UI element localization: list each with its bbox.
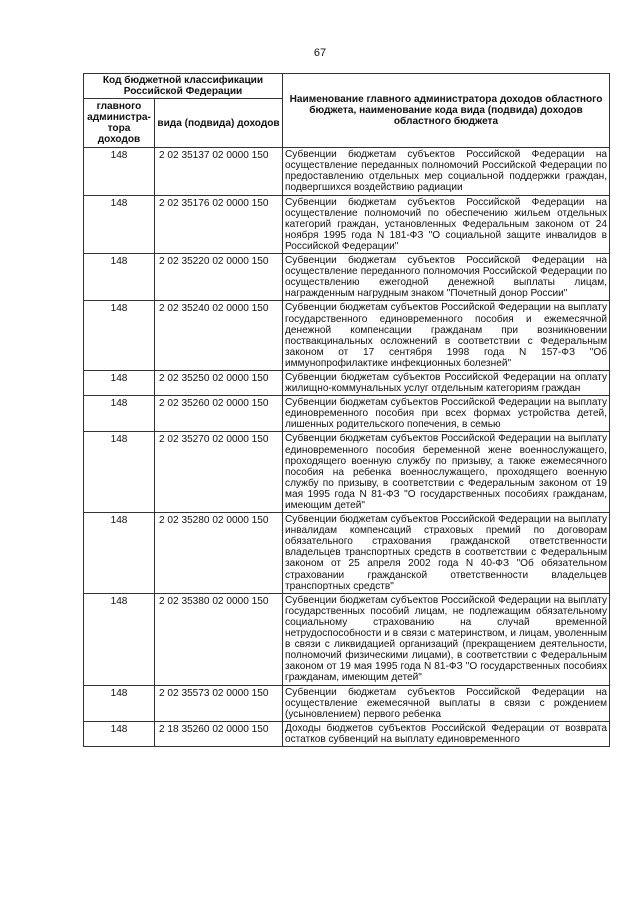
admin-code-cell: 148 [84, 148, 155, 195]
admin-code-cell: 148 [84, 370, 155, 395]
income-code-cell: 2 02 35270 02 0000 150 [155, 432, 283, 513]
admin-code-cell: 148 [84, 254, 155, 301]
income-code-cell: 2 02 35176 02 0000 150 [155, 195, 283, 253]
table-row [84, 195, 610, 253]
table-row [84, 432, 610, 513]
income-name-cell: Субвенции бюджетам субъектов Российской Федерации на осуществление переданного полномочия Российской Федерации по осуществлению ежегодной денежной выплаты лицам, награжденным нагрудным знаком "Почетный донор России" [283, 254, 610, 301]
income-code-cell: 2 02 35240 02 0000 150 [155, 301, 283, 371]
income-name-cell: Субвенции бюджетам субъектов Российской Федерации на выплату единовременного пособия при всех формах устройства детей, лишенных родительского попечения, в семью [283, 396, 610, 432]
income-name-cell: Субвенции бюджетам субъектов Российской Федерации на оплату жилищно-коммунальных услуг отдельным категориям граждан [283, 370, 610, 395]
income-code-cell: 2 02 35220 02 0000 150 [155, 254, 283, 301]
income-code-cell: 2 02 35260 02 0000 150 [155, 396, 283, 432]
admin-code-cell: 148 [84, 432, 155, 513]
admin-code-cell: 148 [84, 195, 155, 253]
income-code-cell: 2 02 35573 02 0000 150 [155, 685, 283, 721]
page-number: 67 [313, 47, 327, 59]
income-name-cell: Субвенции бюджетам субъектов Российской Федерации на осуществление ежемесячной выплаты в связи с рождением (усыновлением) первого ребенка [283, 685, 610, 721]
table-row [84, 254, 610, 301]
table-row [84, 396, 610, 432]
income-name-cell: Субвенции бюджетам субъектов Российской Федерации на выплату государственных пособий лицам, не подлежащим обязательному социальному страхованию на случай временной нетрудоспособности и в связи с материнством, и лицам, уволенным в связи с ликвидацией организаций (прекращением деятельности, полномочий физическими лицами), в соответствии с Федеральным законом от 19 мая 1995 года N 81-ФЗ "О государственных пособиях гражданам, имеющим детей" [283, 593, 610, 685]
income-name-cell: Субвенции бюджетам субъектов Российской Федерации на выплату единовременного пособия беременной жене военнослужащего, проходящего военную службу по призыву, а также ежемесячного пособия на ребенка военнослужащего, проходящего военную службу по призыву, в соответствии с Федеральным законом от 19 мая 1995 года N 81-ФЗ "О государственных пособиях гражданам, имеющим детей" [283, 432, 610, 513]
admin-code-cell: 148 [84, 685, 155, 721]
budget-classification-table [83, 73, 610, 747]
income-name-cell: Субвенции бюджетам субъектов Российской Федерации на осуществление полномочий по обеспечению жильем отдельных категорий граждан, установленных Федеральным законом от 24 ноября 1995 года N 181-ФЗ "О социальной защите инвалидов в Российской Федерации" [283, 195, 610, 253]
header-name: Наименование главного администратора доходов областного бюджета, наименование кода вида (подвида) доходов областного бюджета [283, 74, 610, 148]
table-row [84, 721, 610, 746]
table-row [84, 685, 610, 721]
income-code-cell: 2 18 35260 02 0000 150 [155, 721, 283, 746]
income-code-cell: 2 02 35137 02 0000 150 [155, 148, 283, 195]
income-name-cell: Субвенции бюджетам субъектов Российской Федерации на осуществление переданных полномочий Российской Федерации по предоставлению отдельных мер социальной поддержки граждан, подвергшихся воздействию радиации [283, 148, 610, 195]
admin-code-cell: 148 [84, 301, 155, 371]
header-code-group: Код бюджетной классификации Российской Федерации [84, 74, 283, 99]
admin-code-cell: 148 [84, 593, 155, 685]
admin-code-cell: 148 [84, 396, 155, 432]
admin-code-cell: 148 [84, 721, 155, 746]
table-row [84, 513, 610, 594]
income-name-cell: Доходы бюджетов субъектов Российской Федерации от возврата остатков субвенций на выплату единовременного [283, 721, 610, 746]
income-name-cell: Субвенции бюджетам субъектов Российской Федерации на выплату инвалидам компенсаций страховых премий по договорам обязательного страхования гражданской ответственности владельцев транспортных средств в соответствии с Федеральным законом от 25 апреля 2002 года N 40-ФЗ "Об обязательном страховании гражданской ответственности владельцев транспортных средств" [283, 513, 610, 594]
header-kind: вида (подвида) доходов [155, 99, 283, 148]
table-row [84, 593, 610, 685]
header-admin: главного администра-тора доходов [84, 99, 155, 148]
admin-code-cell: 148 [84, 513, 155, 594]
table-row [84, 370, 610, 395]
income-code-cell: 2 02 35280 02 0000 150 [155, 513, 283, 594]
table-row [84, 148, 610, 195]
income-code-cell: 2 02 35250 02 0000 150 [155, 370, 283, 395]
table-row [84, 301, 610, 371]
income-name-cell: Субвенции бюджетам субъектов Российской Федерации на выплату государственного единовременного пособия и ежемесячной денежной компенсации гражданам при возникновении поствакцинальных осложнений в соответствии с Федеральным законом от 17 сентября 1998 года N 157-ФЗ "Об иммунопрофилактике инфекционных болезней" [283, 301, 610, 371]
income-code-cell: 2 02 35380 02 0000 150 [155, 593, 283, 685]
